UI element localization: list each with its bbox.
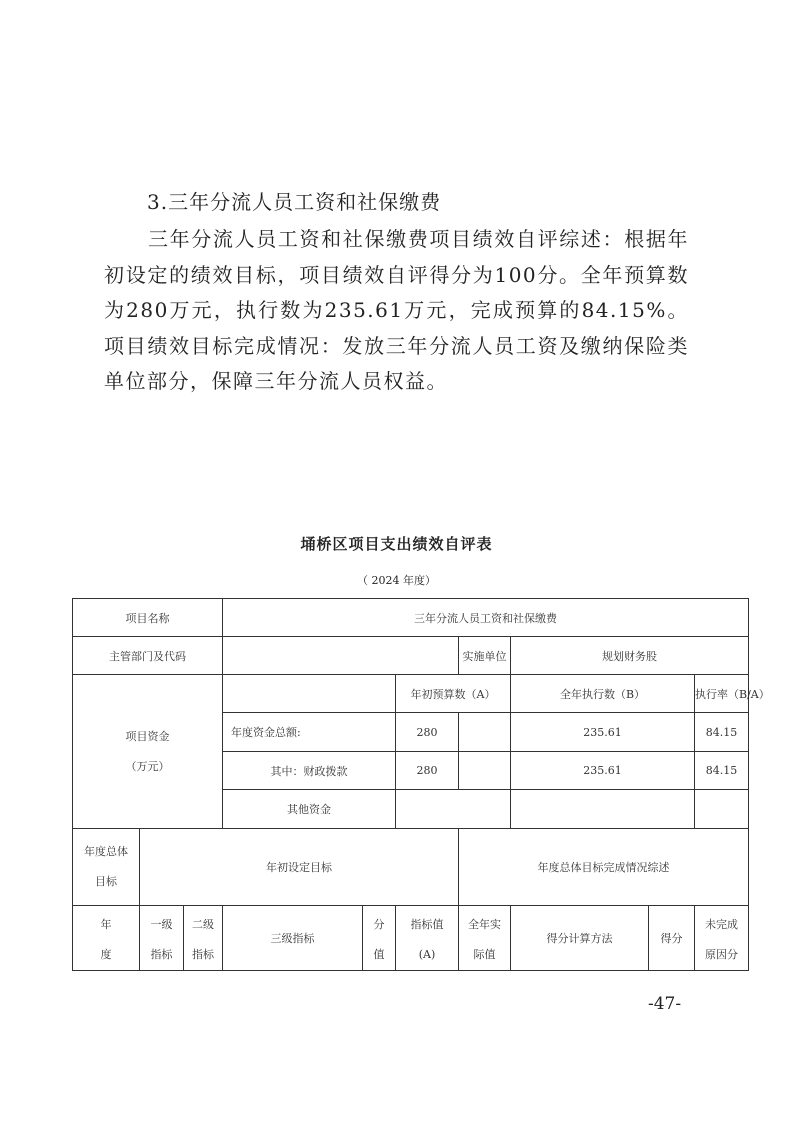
hdr-reason (695, 906, 749, 971)
col-budget-header: 年初预算数（A） (396, 675, 511, 713)
fund-row-label: 年度资金总额: (223, 713, 396, 752)
impl-unit-value: 规划财务股 (511, 637, 749, 675)
section-heading: 3.三年分流人员工资和社保缴费 (147, 190, 442, 214)
hdr-level2-line1: 二级 (192, 918, 214, 931)
goal-summary-label: 年度总体目标完成情况综述 (459, 829, 749, 906)
hdr-weight-line1: 分 (373, 918, 385, 931)
fund-exec: 235.61 (511, 713, 695, 752)
fund-budget: 280 (396, 713, 459, 752)
project-name-label: 项目名称 (73, 599, 223, 637)
hdr-actual-line2: 际值 (473, 948, 496, 961)
empty-cell (459, 752, 511, 790)
empty-cell (459, 713, 511, 752)
table-row (73, 906, 749, 971)
hdr-level1-line1: 一级 (150, 918, 173, 931)
empty-cell (223, 675, 396, 713)
dept-label: 主管部门及代码 (73, 637, 223, 675)
overall-goal-line1: 年度总体 (84, 845, 128, 858)
hdr-actual-line1: 全年实 (468, 918, 501, 931)
overall-goal-label (73, 829, 140, 906)
hdr-target (396, 906, 459, 971)
hdr-score: 得分 (649, 906, 695, 971)
fund-rate: 84.15 (695, 713, 749, 752)
overall-goal-line2: 目标 (95, 875, 117, 888)
fund-budget: 280 (396, 752, 459, 790)
col-exec-header: 全年执行数（B） (511, 675, 695, 713)
hdr-target-line1: 指标值 (410, 918, 444, 931)
hdr-level1-line2: 指标 (150, 948, 173, 961)
table-row (73, 829, 749, 906)
fund-exec: 235.61 (511, 752, 695, 790)
fund-exec (511, 790, 695, 829)
impl-unit-label: 实施单位 (459, 637, 511, 675)
section-paragraph: 三年分流人员工资和社保缴费项目绩效自评综述：根据年初设定的绩效目标，项目绩效自评得分为100分。全年预算数为280万元，执行数为235.61万元，完成预算的84.15%。项目绩效目标完成情况：发放三年分流人员工资及缴纳保险类单位部分，保障三年分流人员权益。 (104, 227, 689, 393)
funds-label (73, 675, 223, 829)
fund-rate: 84.15 (695, 752, 749, 790)
dept-value (223, 637, 459, 675)
table-year: （ 2024 年度） (357, 574, 436, 587)
table-row (73, 675, 749, 713)
hdr-weight-line2: 值 (373, 948, 385, 961)
hdr-level1 (140, 906, 184, 971)
initial-goal-label: 年初设定目标 (140, 829, 459, 906)
hdr-year-line2: 度 (100, 948, 112, 961)
hdr-actual (459, 906, 511, 971)
fund-row-label: 其中：财政拨款 (223, 752, 396, 790)
table-title: 埇桥区项目支出绩效自评表 (300, 535, 493, 553)
hdr-target-line2: (A) (418, 948, 436, 961)
hdr-level2 (184, 906, 223, 971)
hdr-year-line1: 年 (100, 918, 112, 931)
hdr-reason-line2: 原因分 (705, 948, 739, 961)
fund-budget (396, 790, 511, 829)
col-rate-header: 执行率（B/A） (695, 675, 749, 713)
hdr-method: 得分计算方法 (511, 906, 649, 971)
table-row (73, 599, 749, 637)
funds-label-line1: 项目资金 (125, 729, 170, 743)
fund-row-label: 其他资金 (223, 790, 396, 829)
funds-label-line2: （万元） (125, 759, 170, 773)
hdr-level2-line2: 指标 (192, 948, 214, 961)
performance-table (72, 598, 770, 971)
hdr-reason-line1: 未完成 (705, 918, 739, 931)
fund-rate (695, 790, 749, 829)
page-number: -47- (648, 994, 682, 1014)
hdr-level3: 三级指标 (223, 906, 363, 971)
table-row (73, 637, 749, 675)
hdr-year (73, 906, 140, 971)
project-name-value: 三年分流人员工资和社保缴费 (223, 599, 749, 637)
hdr-weight (363, 906, 396, 971)
